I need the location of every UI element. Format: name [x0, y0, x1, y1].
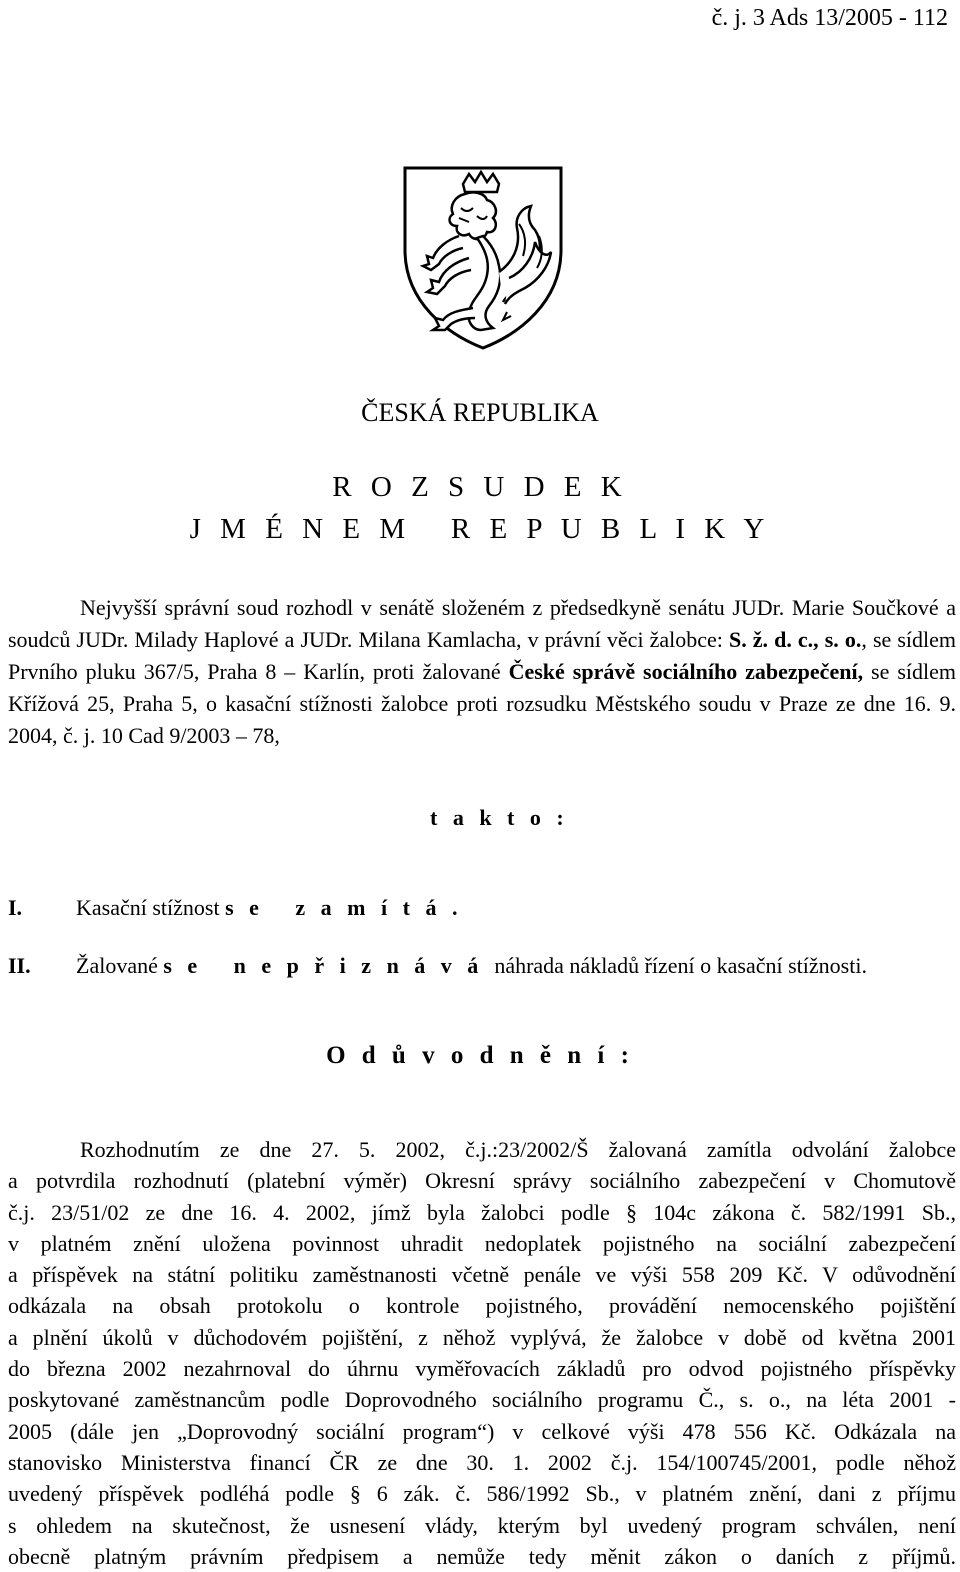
intro-part-3: se sídlem Křížová 25, Praha 5, o kasační stížnosti žalobce proti rozsudku Městského soudu v Praze ze dne 16. 9. 2004, č. j. 10 Cad 9/2003 – 78,	[8, 659, 956, 748]
item-2-text: Žalované	[76, 953, 164, 978]
reasoning-line: s ohledem na skutečnost, že usnesení vlády, kterým byl uvedený program schválen, není	[8, 1512, 956, 1538]
reasoning-line: a plnění úkolů v důchodovém pojištění, z něhož vyplývá, že žalobce v době od května 2001	[8, 1324, 956, 1350]
item-2-rest: náhrada nákladů řízení o kasační stížnosti.	[483, 953, 867, 978]
reasoning-line: do března 2002 nezahrnoval do úhrnu vyměřovacích základů pro odvod pojistného příspěvky	[8, 1356, 956, 1382]
verdict-item-1	[8, 895, 462, 921]
reasoning-line: a příspěvek na státní politiku zaměstnanosti včetně penále ve výši 558 209 Kč. V odůvodnění	[8, 1262, 956, 1288]
item-1-text: Kasační stížnost	[76, 895, 226, 920]
reasoning-line: Rozhodnutím ze dne 27. 5. 2002, č.j.:23/2002/Š žalovaná zamítla odvolání žalobce	[80, 1137, 956, 1162]
item-1-spaced: s e z a m í t á .	[225, 895, 463, 920]
czech-coat-of-arms-lion-icon	[399, 162, 567, 352]
intro-part-2: , se sídlem Prvního pluku 367/5, Praha 8 – Karlín, proti žalované	[8, 627, 956, 684]
item-2-spaced: s e n e p ř i z n á v á	[163, 953, 484, 978]
case-number: č. j. 3 Ads 13/2005 - 112	[711, 5, 948, 31]
defendant-name: České správě sociálního zabezpečení,	[508, 659, 864, 684]
verdict-heading	[0, 466, 960, 550]
item-2-number: II.	[8, 953, 31, 978]
verdict-title: R O Z S U D E K	[332, 471, 628, 503]
reasoning-line: uvedený příspěvek podléhá podle § 6 zák. č. 586/1992 Sb., v platném znění, dani z příjmu	[8, 1481, 956, 1507]
verdict-intro: t a k t o :	[430, 805, 569, 830]
reasoning-line: a potvrdila rozhodnutí (platební výměr) Okresní správy sociálního zabezpečení v Chomutově	[8, 1168, 956, 1194]
reasoning-line: č.j. 23/51/02 ze dne 16. 4. 2002, jímž byla žalobci podle § 104c zákona č. 582/1991 Sb.,	[8, 1199, 956, 1225]
reasoning-line: odkázala na obsah protokolu o kontrole pojistného, provádění nemocenského pojištění	[8, 1293, 956, 1319]
reasoning-line: obecně platným právním předpisem a nemůže tedy měnit zákon o daních z příjmů.	[8, 1543, 956, 1569]
intro-paragraph	[8, 592, 956, 752]
intro-text	[8, 592, 956, 752]
verdict-subtitle: J M É N E M R E P U B L I K Y	[189, 513, 771, 545]
plaintiff-name: S. ž. d. c., s. o.	[728, 627, 862, 652]
reasoning-line: v platném znění uložena povinnost uhradit nedoplatek pojistného na sociální zabezpečení	[8, 1230, 956, 1256]
reasoning-paragraph	[8, 1134, 956, 1572]
reasoning-line: stanovisko Ministerstva financí ČR ze dne 30. 1. 2002 č.j. 154/100745/2001, podle něhož	[8, 1449, 956, 1475]
intro-part-1: Nejvyšší správní soud rozhodl v senátě složeném z předsedkyně senátu JUDr. Marie Součkové a soudců JUDr. Milady Haplové a JUDr. Milana Kamlacha, v právní věci žalobce:	[8, 595, 956, 652]
reasoning-line: 2005 (dále jen „Doprovodný sociální program“) v celkové výši 478 556 Kč. Odkázala na	[8, 1418, 956, 1444]
verdict-item-2	[8, 953, 867, 979]
country-heading: ČESKÁ REPUBLIKA	[361, 398, 599, 427]
item-1-number: I.	[8, 895, 23, 920]
reasoning-heading: O d ů v o d n ě n í :	[326, 1042, 634, 1069]
reasoning-line: poskytované zaměstnancům podle Doprovodného sociálního programu Č., s. o., na léta 2001 -	[8, 1387, 956, 1413]
